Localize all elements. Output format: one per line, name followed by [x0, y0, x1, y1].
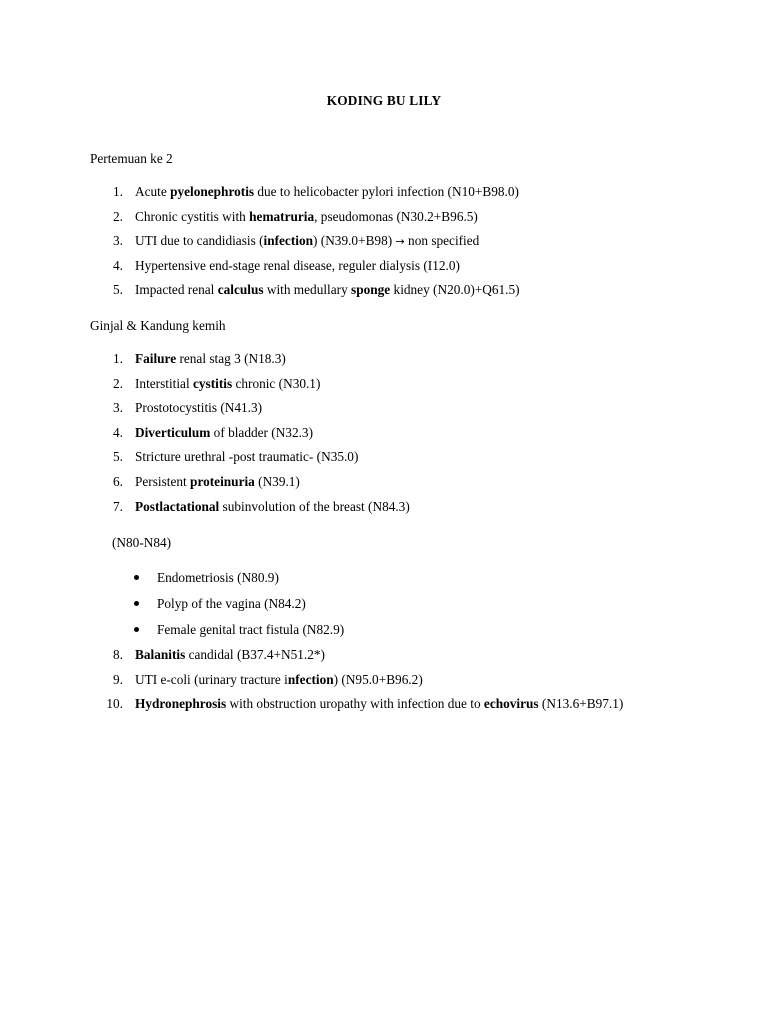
list-item	[0, 400, 768, 425]
text-run: Stricture urethral -post traumatic- (N35.0)	[135, 449, 359, 465]
bold-term: proteinuria	[190, 473, 255, 489]
text-run: ) (N95.0+B96.2)	[333, 671, 423, 687]
list-item-number: 5.	[113, 449, 123, 465]
text-run: (N13.6+B97.1)	[538, 696, 624, 712]
text-run: UTI e-coli (urinary tracture i	[135, 671, 288, 687]
text-run: of bladder (N32.3)	[210, 424, 313, 440]
text-run: Hypertensive end-stage renal disease, reguler dialysis (I12.0)	[135, 257, 460, 273]
list-item	[0, 258, 768, 283]
range-note: (N80-N84)	[112, 535, 172, 550]
text-run: →	[395, 235, 405, 249]
bold-term: Postlactational	[135, 498, 220, 514]
list-item	[0, 425, 768, 450]
list-item	[0, 184, 768, 209]
list-item	[0, 351, 768, 376]
list-item-text	[135, 449, 358, 464]
text-run: (N39.1)	[254, 473, 300, 489]
list-item-text	[135, 209, 478, 224]
list-item-text	[135, 425, 313, 440]
bold-term: Balanitis	[135, 647, 186, 662]
bullet-item-text: Polyp of the vagina (N84.2)	[157, 595, 306, 611]
bold-term: infection	[263, 233, 314, 249]
list-item-number: 8.	[113, 647, 123, 662]
text-run: with medullary	[263, 282, 352, 298]
list-item-text	[135, 499, 410, 514]
list-item-text	[135, 351, 286, 366]
list-item-number: 10.	[106, 696, 123, 712]
bullet-item-text: Female genital tract fistula (N82.9)	[157, 621, 345, 637]
list-item	[0, 209, 768, 234]
list-item-number: 3.	[113, 400, 123, 416]
list-item-text	[135, 376, 320, 391]
list-item-number: 7.	[113, 498, 123, 514]
bullet-icon	[134, 627, 139, 632]
list-item-number: 2.	[113, 208, 123, 224]
bold-term: nfection	[287, 671, 334, 687]
text-run: Acute	[135, 184, 171, 199]
text-run: , pseudomonas (N30.2+B96.5)	[314, 208, 478, 224]
bullet-item	[0, 596, 768, 622]
list-item-text	[135, 474, 300, 489]
text-run: Impacted renal	[135, 282, 218, 298]
bold-term: Diverticulum	[135, 424, 211, 440]
bold-term: sponge	[351, 282, 391, 298]
list-item	[0, 647, 768, 672]
text-run: candidal (B37.4+N51.2*)	[185, 647, 325, 662]
list-item	[0, 499, 768, 524]
list-item	[0, 376, 768, 401]
bold-term: cystitis	[192, 375, 233, 391]
document-title: KODING BU LILY	[326, 93, 442, 108]
text-run: Interstitial	[135, 375, 193, 391]
list-item-number: 4.	[113, 257, 123, 273]
list-item-number: 1.	[113, 184, 123, 199]
bold-term: hematruria	[249, 208, 315, 224]
list-item-text	[135, 184, 519, 199]
list-item-text	[135, 672, 423, 687]
list-item-text	[135, 258, 460, 273]
text-run: Prostotocystitis (N41.3)	[135, 400, 263, 416]
bold-term: Hydronephrosis	[135, 696, 227, 712]
list-item	[0, 449, 768, 474]
section-heading-pertemuan: Pertemuan ke 2	[90, 151, 173, 166]
bold-term: echovirus	[483, 696, 539, 712]
text-run: Persistent	[135, 473, 191, 489]
text-run: subinvolution of the breast (N84.3)	[219, 498, 410, 514]
list-item-text	[135, 400, 262, 415]
numbered-list-ginjal-a	[0, 351, 768, 523]
bullet-item	[0, 622, 768, 648]
list-item-number: 5.	[113, 282, 123, 298]
bullet-icon	[134, 601, 139, 606]
list-item-number: 3.	[113, 233, 123, 249]
list-item-number: 1.	[113, 351, 123, 366]
list-item	[0, 282, 768, 307]
bulleted-list	[0, 570, 768, 647]
list-item-text	[135, 696, 623, 711]
list-item	[0, 696, 768, 721]
list-item-text	[135, 647, 325, 662]
text-run: UTI due to candidiasis (	[135, 233, 264, 249]
text-run: due to helicobacter pylori infection (N10+B98.0)	[254, 184, 519, 199]
numbered-list-ginjal-b	[0, 647, 768, 721]
list-item-number: 9.	[113, 671, 123, 687]
list-item	[0, 672, 768, 697]
list-item-text	[135, 282, 520, 297]
text-run: renal stag 3 (N18.3)	[176, 351, 286, 366]
bullet-item-text: Endometriosis (N80.9)	[157, 570, 279, 585]
list-item-number: 6.	[113, 473, 123, 489]
bold-term: calculus	[217, 282, 264, 298]
section-heading-ginjal: Ginjal & Kandung kemih	[90, 318, 226, 333]
text-run: Chronic cystitis with	[135, 208, 250, 224]
text-run: with obstruction uropathy with infection due to	[226, 696, 484, 712]
text-run: ) (N39.0+B98)	[313, 233, 396, 249]
list-item	[0, 474, 768, 499]
text-run: kidney (N20.0)+Q61.5)	[390, 282, 520, 298]
bold-term: Failure	[135, 351, 177, 366]
bullet-icon	[134, 575, 139, 580]
bullet-item	[0, 570, 768, 596]
list-item	[0, 233, 768, 258]
list-item-number: 4.	[113, 424, 123, 440]
text-run: non specified	[404, 233, 480, 249]
bold-term: pyelonephrotis	[170, 184, 255, 199]
list-item-number: 2.	[113, 375, 123, 391]
list-item-text	[135, 233, 479, 249]
numbered-list-pertemuan	[0, 184, 768, 307]
text-run: chronic (N30.1)	[232, 375, 321, 391]
